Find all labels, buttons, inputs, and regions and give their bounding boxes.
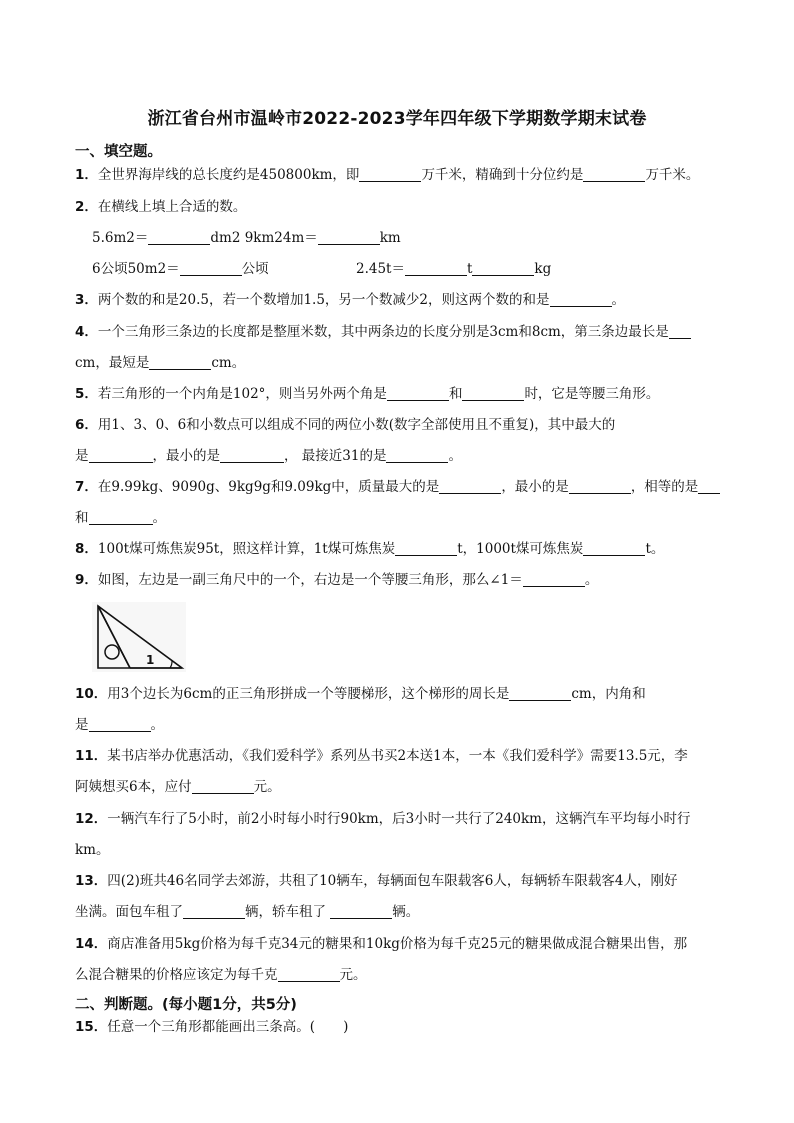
question-number: 4． [75, 324, 98, 340]
question-14-cont: 么混合糖果的价格应该定为每千克 元。 [75, 967, 367, 983]
question-2-line-2: 6公顷50m2＝ 公顷 [92, 261, 269, 277]
answer-blank[interactable] [89, 510, 153, 525]
question-6-cont: 是 ，最小的是 ， 最接近31的是 。 [75, 448, 462, 464]
page-title: 浙江省台州市温岭市2022-2023学年四年级下学期数学期末试卷 [147, 109, 647, 129]
answer-blank[interactable] [278, 967, 340, 982]
answer-blank[interactable] [583, 167, 645, 182]
question-number: 12． [75, 811, 108, 827]
triangle-figure [92, 602, 186, 672]
answer-blank[interactable] [509, 686, 571, 701]
answer-blank[interactable] [583, 541, 645, 556]
question-13: 13．四(2)班共46名同学去郊游，共租了10辆车，每辆面包车限载客6人，每辆轿车限载客4人，刚好 [75, 873, 678, 889]
question-number: 1． [75, 167, 98, 183]
question-number: 2． [75, 199, 98, 215]
section-judge: 二、判断题。(每小题1分，共5分) [75, 997, 297, 1013]
answer-blank[interactable] [386, 448, 448, 463]
answer-blank[interactable] [405, 261, 467, 276]
question-3: 3．两个数的和是20.5，若一个数增加1.5，另一个数减少2，则这两个数的和是 。 [75, 292, 626, 308]
answer-blank[interactable] [359, 167, 421, 182]
question-4-cont: cm，最短是 cm。 [75, 355, 246, 371]
question-number: 15． [75, 1019, 108, 1035]
question-12: 12．一辆汽车行了5小时，前2小时每小时行90km，后3小时一共行了240km，这辆汽车平均每小时行 [75, 811, 691, 827]
answer-blank[interactable] [523, 572, 585, 587]
question-10-cont: 是 。 [75, 717, 164, 733]
answer-blank[interactable] [318, 230, 380, 245]
question-5: 5．若三角形的一个内角是102°，则当另外两个角是 和 时，它是等腰三角形。 [75, 386, 660, 402]
answer-blank[interactable] [698, 479, 720, 494]
answer-blank[interactable] [550, 292, 612, 307]
answer-blank[interactable] [149, 355, 211, 370]
question-1: 1．全世界海岸线的总长度约是450800km，即 万千米，精确到十分位约是 万千米。 [75, 167, 700, 183]
question-2-line-2b: 2.45t＝ t kg [356, 261, 552, 277]
answer-blank[interactable] [330, 904, 392, 919]
question-number: 10． [75, 686, 108, 702]
question-11-cont: 阿姨想买6本，应付 元。 [75, 779, 281, 795]
question-number: 8． [75, 541, 98, 557]
answer-blank[interactable] [439, 479, 501, 494]
answer-blank[interactable] [387, 386, 449, 401]
answer-blank[interactable] [462, 386, 524, 401]
angle-label: 1 [146, 653, 155, 667]
answer-blank[interactable] [395, 541, 457, 556]
question-6: 6．用1、3、0、6和小数点可以组成不同的两位小数(数字全部使用且不重复)，其中最大的 [75, 417, 616, 433]
question-number: 9． [75, 572, 98, 588]
question-4: 4．一个三角形三条边的长度都是整厘米数，其中两条边的长度分别是3cm和8cm，第三条边最长是 [75, 322, 691, 342]
answer-blank[interactable] [472, 261, 534, 276]
answer-blank[interactable] [180, 261, 242, 276]
question-number: 11． [75, 748, 108, 764]
question-7: 7．在9.99kg、9090g、9kg9g和9.09kg中，质量最大的是 ，最小的是 ，相等的是 [75, 477, 720, 497]
question-14: 14．商店准备用5kg价格为每千克34元的糖果和10kg价格为每千克25元的糖果做成混合糖果出售，那 [75, 936, 688, 952]
question-12-cont: km。 [75, 842, 110, 858]
answer-blank[interactable] [669, 324, 691, 339]
section-fill-in: 一、填空题。 [75, 144, 162, 160]
question-9: 9．如图，左边是一副三角尺中的一个，右边是一个等腰三角形，那么∠1＝ 。 [75, 572, 599, 588]
answer-blank[interactable] [89, 448, 153, 463]
question-number: 7． [75, 479, 98, 495]
answer-blank[interactable] [148, 230, 210, 245]
question-10: 10．用3个边长为6cm的正三角形拼成一个等腰梯形，这个梯形的周长是 cm，内角和 [75, 686, 646, 702]
answer-blank[interactable] [569, 479, 631, 494]
question-15: 15．任意一个三角形都能画出三条高。( ) [75, 1019, 349, 1035]
question-11: 11．某书店举办优惠活动，《我们爱科学》系列丛书买2本送1本，一本《我们爱科学》需要13.5元，李 [75, 748, 688, 764]
question-13-cont: 坐满。面包车租了 辆，轿车租了 辆。 [75, 904, 420, 920]
answer-blank[interactable] [192, 779, 254, 794]
answer-blank[interactable] [89, 717, 151, 732]
question-7-cont: 和 。 [75, 510, 166, 526]
question-2: 2．在横线上填上合适的数。 [75, 199, 247, 215]
answer-blank[interactable] [220, 448, 284, 463]
answer-blank[interactable] [183, 904, 245, 919]
question-2-line-1: 5.6m2＝ dm2 9km24m＝ km [92, 230, 401, 246]
question-number: 6． [75, 417, 98, 433]
question-number: 14． [75, 936, 108, 952]
question-8: 8．100t煤可炼焦炭95t，照这样计算，1t煤可炼焦炭 t，1000t煤可炼焦炭 t。 [75, 541, 665, 557]
question-number: 13． [75, 873, 108, 889]
question-number: 3． [75, 292, 98, 308]
question-number: 5． [75, 386, 98, 402]
